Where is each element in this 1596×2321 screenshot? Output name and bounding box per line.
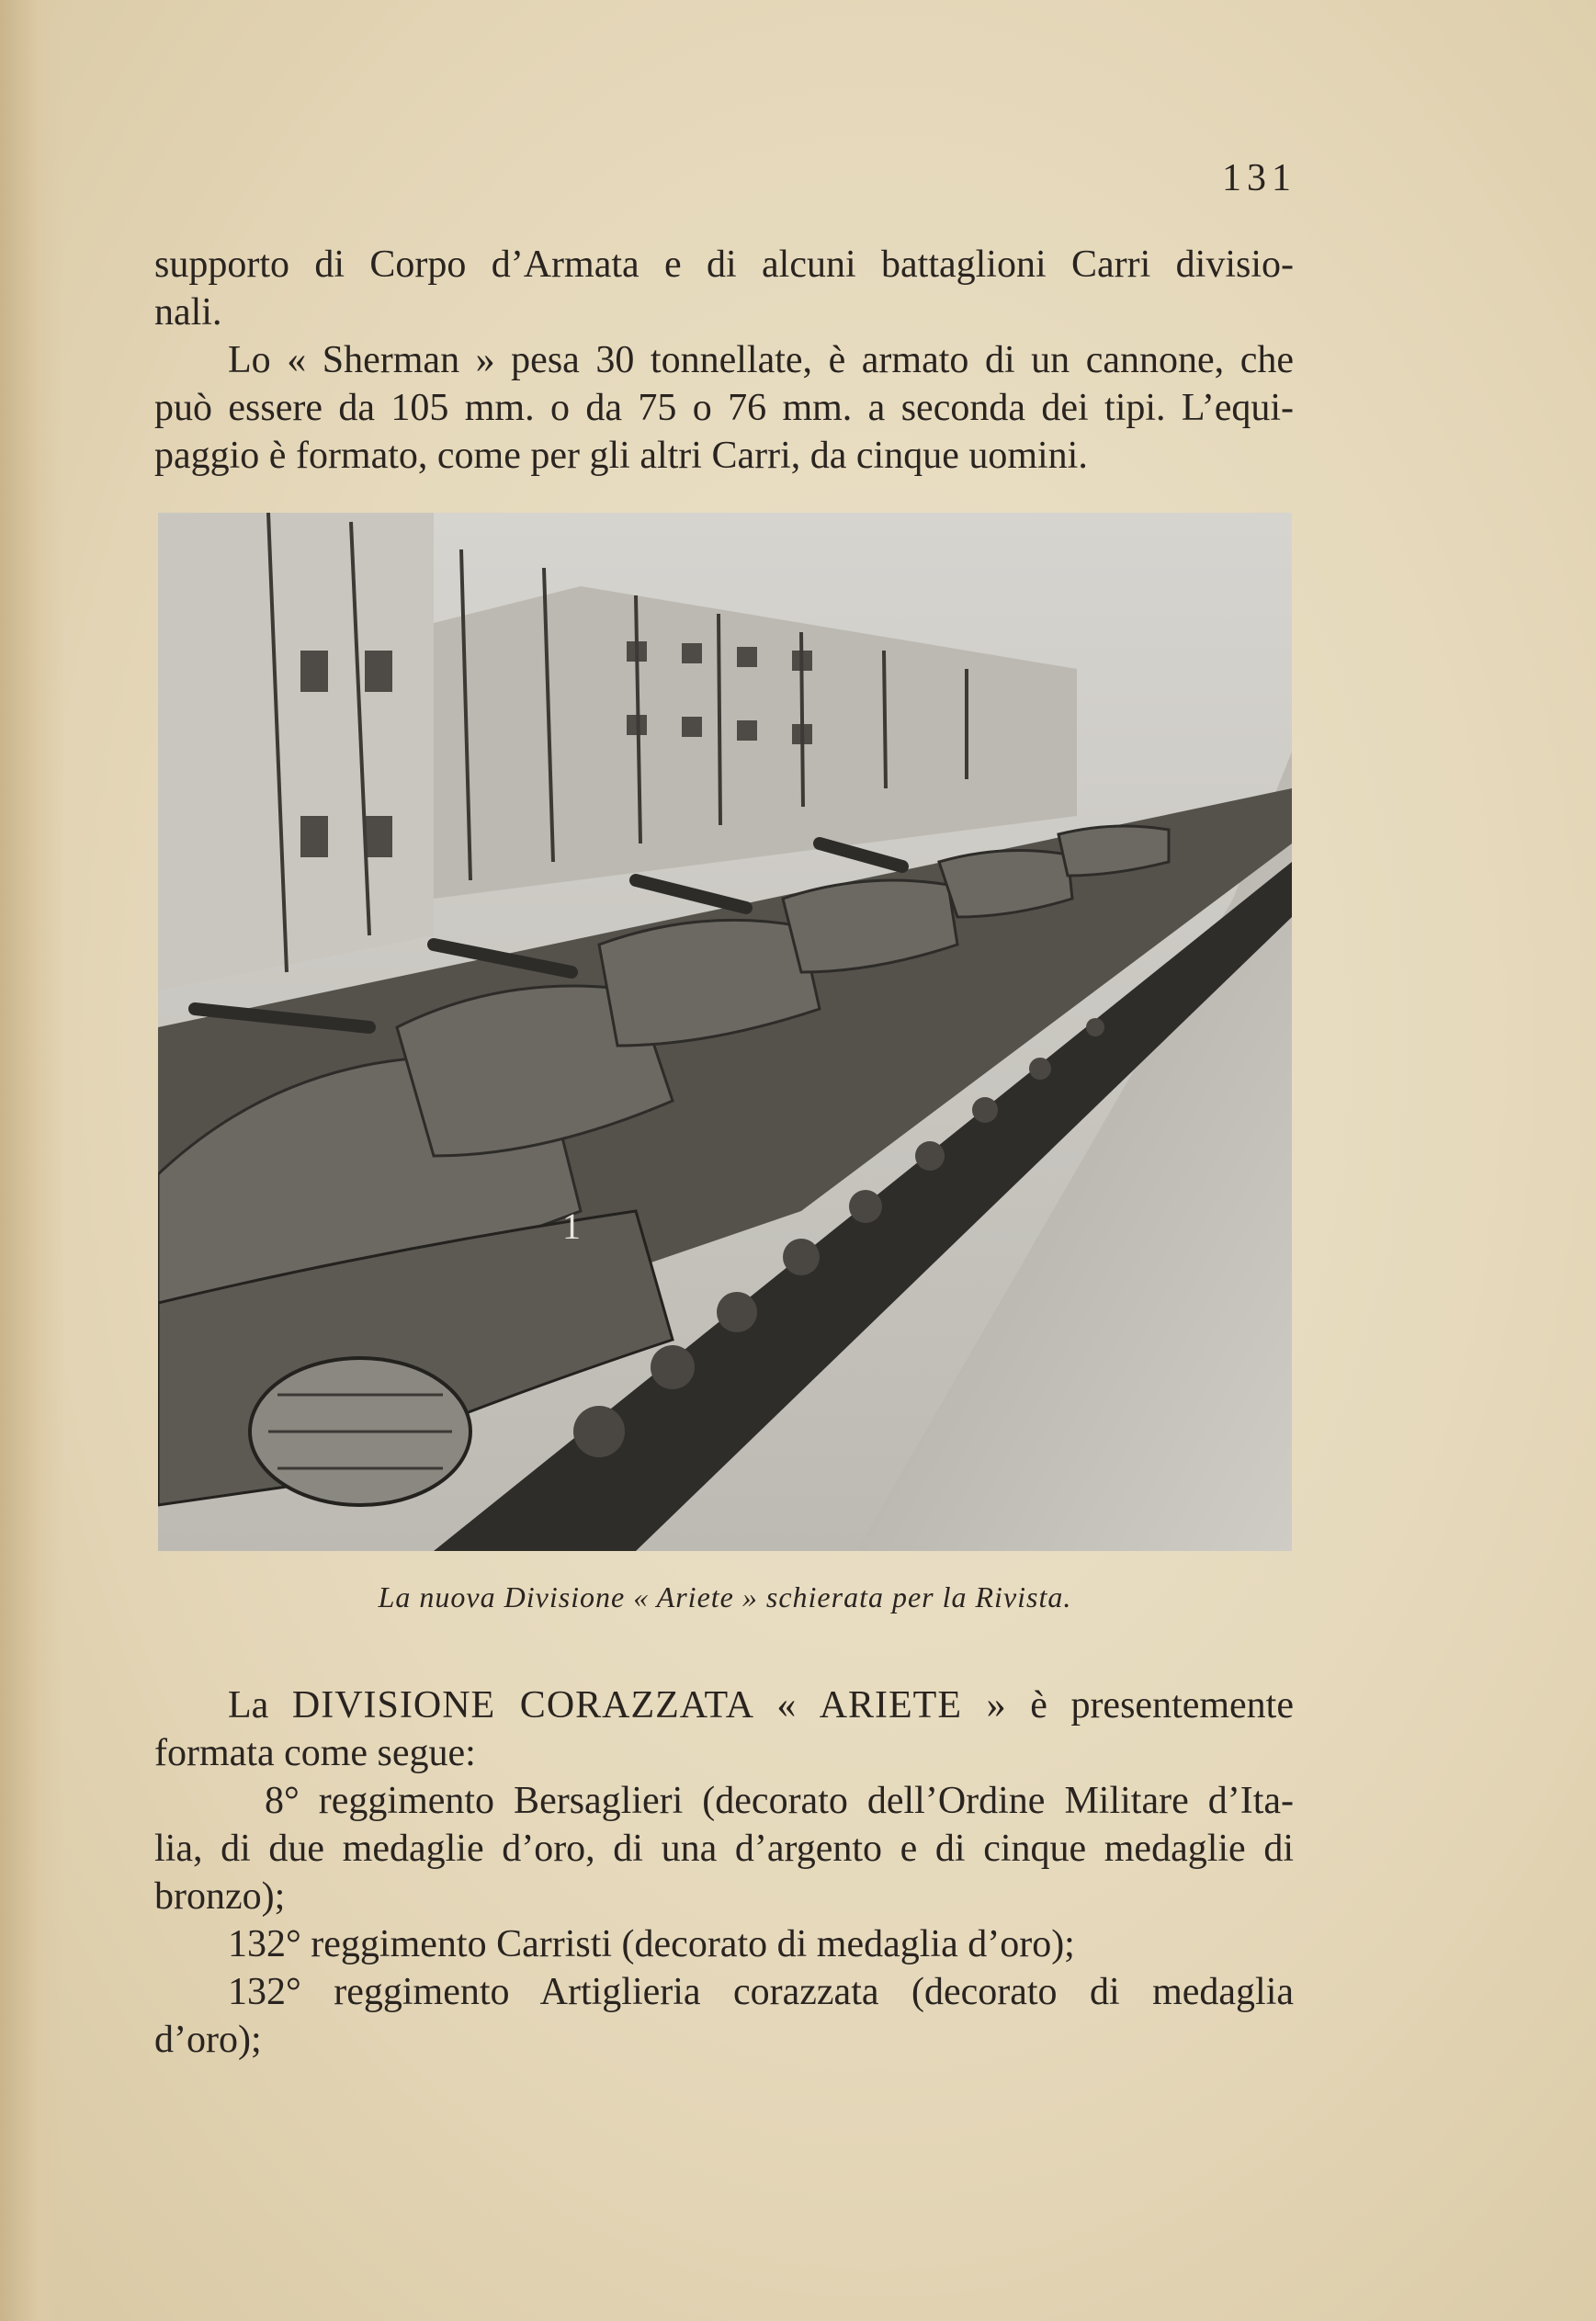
text-line: 132° reggimento Artiglieria corazzata (decorato di medaglia [228, 1971, 1294, 2013]
paragraph-3 [154, 1681, 1294, 2064]
page-number: 131 [1222, 157, 1296, 199]
text-line: lia, di due medaglie d’oro, di una d’argento e di cinque medaglie di [154, 1828, 1294, 1870]
text-line [154, 1681, 1294, 1729]
photo-caption: La nuova Divisione « Ariete » schierata per la Rivista. [378, 1580, 1072, 1613]
text-line: nali. [154, 291, 222, 334]
text-line: formata come segue: [154, 1732, 476, 1774]
text-line: Lo « Sherman » pesa 30 tonnellate, è armato di un cannone, che [228, 339, 1294, 381]
paragraph-2 [154, 336, 1294, 480]
tank-parade-photo [158, 513, 1292, 1551]
text-line: paggio è formato, come per gli altri Carri, da cinque uomini. [154, 435, 1088, 477]
text-line: 132° reggimento Carristi (decorato di medaglia d’oro); [228, 1923, 1075, 1965]
text-line: può essere da 105 mm. o da 75 o 76 mm. a seconda dei tipi. L’equi- [154, 387, 1294, 429]
text-span: è presentemente [1006, 1684, 1294, 1727]
text-line: supporto di Corpo d’Armata e di alcuni battaglioni Carri divisio- [154, 243, 1294, 286]
division-name: DIVISIONE CORAZZATA « ARIETE » [291, 1684, 1007, 1727]
text-span: La [228, 1684, 292, 1727]
text-line: 8° reggimento Bersaglieri (decorato dell’Ordine Militare d’Ita- [265, 1780, 1294, 1822]
tank-number: 1 [562, 1206, 581, 1247]
text-line: bronzo); [154, 1875, 286, 1918]
text-line: d’oro); [154, 2019, 262, 2061]
paragraph-1 [154, 241, 1294, 336]
